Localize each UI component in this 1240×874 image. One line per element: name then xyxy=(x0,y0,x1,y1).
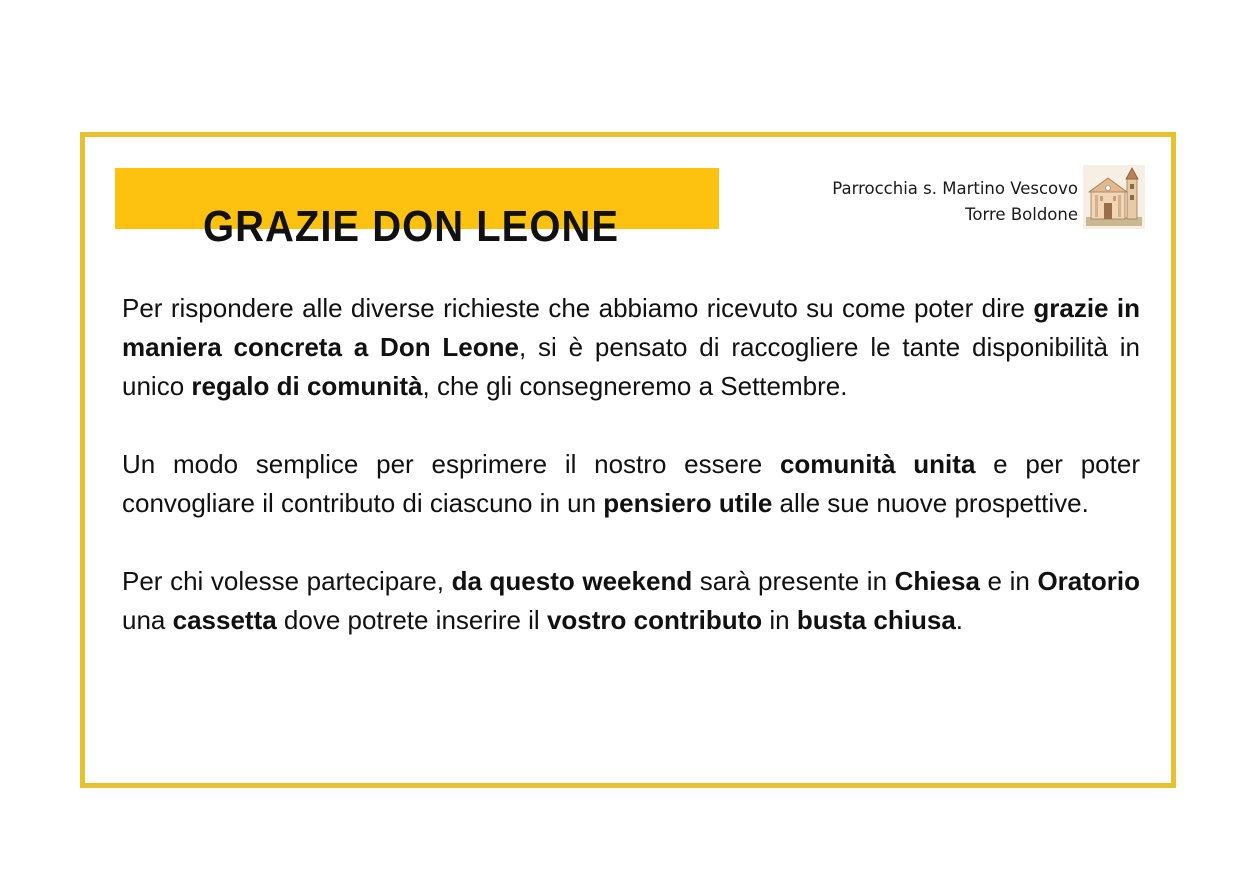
church-icon xyxy=(1083,165,1145,229)
body-text-run: e per poter convogliare il contributo di ciascuno in un xyxy=(122,449,1140,518)
notice-body xyxy=(122,289,1140,640)
page-title: GRAZIE DON LEONE xyxy=(203,203,620,251)
body-text-run: dove potrete inserire il xyxy=(276,605,547,635)
body-text-run: Un modo semplice per esprimere il nostro essere xyxy=(122,449,780,479)
body-text-run: sarà presente in xyxy=(692,566,895,596)
paragraph xyxy=(122,289,1140,406)
emphasis-text: cassetta xyxy=(172,605,277,635)
body-text-run: . xyxy=(955,605,964,635)
body-text-run: Per rispondere alle diverse richieste che abbiamo ricevuto su come poter dire xyxy=(122,293,1034,323)
emphasis-text: comunità unita xyxy=(779,449,976,479)
body-text-run: Per chi volesse partecipare, xyxy=(122,566,452,596)
parish-line-2: Torre Boldone xyxy=(965,205,1078,224)
parish-name xyxy=(832,176,1078,228)
body-text-run: in xyxy=(762,605,797,635)
body-text-run: , si è pensato di raccogliere le tante disponibilità in unico xyxy=(122,332,1140,401)
emphasis-text: regalo di comunità xyxy=(191,371,423,401)
body-text-run: una xyxy=(122,605,173,635)
paragraph xyxy=(122,445,1140,523)
emphasis-text: Oratorio xyxy=(1037,566,1141,596)
emphasis-text: da questo weekend xyxy=(451,566,693,596)
paragraph xyxy=(122,562,1140,640)
emphasis-text: vostro contributo xyxy=(546,605,763,635)
emphasis-text: busta chiusa xyxy=(796,605,956,635)
body-text-run: e in xyxy=(979,566,1038,596)
body-text-run: , che gli consegneremo a Settembre. xyxy=(422,371,848,401)
body-text-run: alle sue nuove prospettive. xyxy=(772,488,1089,518)
emphasis-text: grazie in maniera concreta a Don Leone xyxy=(122,293,1140,362)
parish-line-1: Parrocchia s. Martino Vescovo xyxy=(832,179,1078,198)
emphasis-text: pensiero utile xyxy=(603,488,773,518)
notice-frame xyxy=(80,132,1176,788)
emphasis-text: Chiesa xyxy=(894,566,980,596)
